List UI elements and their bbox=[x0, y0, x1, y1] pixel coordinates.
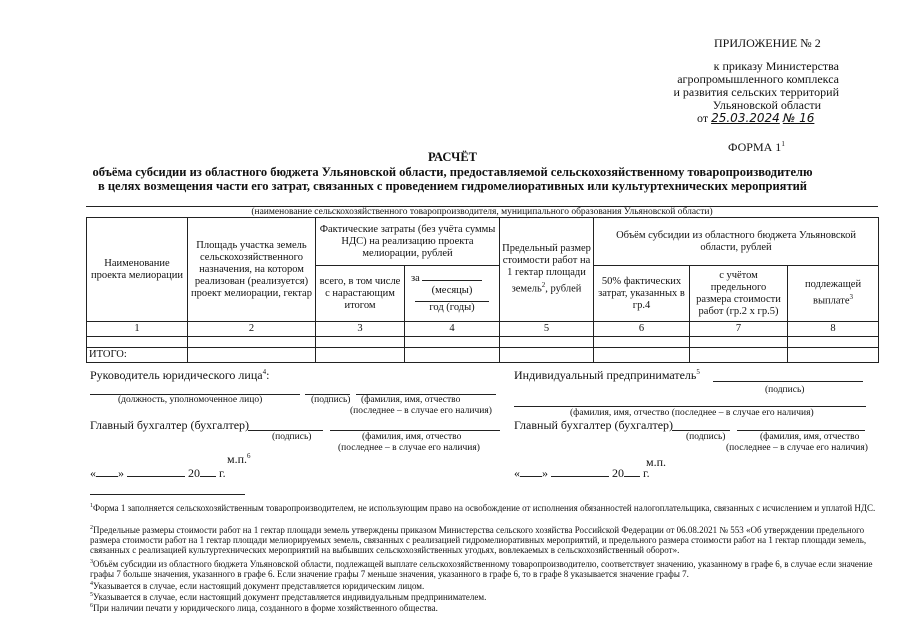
footnote-4-number: 4 bbox=[90, 581, 93, 587]
right-acc-signature-caption: (подпись) bbox=[686, 432, 726, 442]
appendix-label: ПРИЛОЖЕНИЕ № 2 bbox=[714, 36, 821, 50]
data-cell[interactable] bbox=[188, 337, 316, 348]
right-date-q2: » bbox=[542, 466, 548, 480]
column-numbers-row bbox=[87, 322, 879, 337]
total-cell[interactable] bbox=[188, 348, 316, 363]
left-stamp-footnote-ref: 6 bbox=[247, 452, 251, 460]
col-number-8: 8 bbox=[788, 322, 879, 337]
handwritten-number: № 16 bbox=[782, 111, 815, 125]
footnote-1-number: 1 bbox=[90, 503, 93, 509]
entrepreneur-signature-caption: (подпись) bbox=[765, 385, 805, 395]
footnote-1 bbox=[90, 501, 880, 513]
date-prefix: от bbox=[697, 111, 709, 125]
data-cell[interactable] bbox=[594, 337, 690, 348]
right-date-year: 20 bbox=[612, 466, 624, 480]
left-stamp-text: м.п. bbox=[227, 452, 248, 466]
form-footnote-ref: 1 bbox=[781, 140, 785, 148]
handwritten-date: 25.03.2024 bbox=[711, 111, 780, 125]
order-line-2: агропромышленного комплекса bbox=[677, 72, 839, 86]
right-date-q1: « bbox=[514, 466, 520, 480]
total-label: ИТОГО: bbox=[87, 348, 188, 363]
header-subsidy: Объём субсидии из областного бюджета Ульяновской области, рублей bbox=[594, 218, 879, 266]
data-cell[interactable] bbox=[500, 337, 594, 348]
entrepreneur-label bbox=[514, 368, 700, 383]
payable-footnote-ref: 3 bbox=[849, 293, 854, 302]
left-acc-name-line[interactable] bbox=[330, 430, 500, 431]
total-row bbox=[87, 348, 879, 363]
max-cost-footnote-ref: 2 bbox=[541, 281, 546, 290]
footnote-6-text: При наличии печати у юридического лица, созданного в форме хозяйственного общества. bbox=[93, 603, 438, 613]
order-line-3: и развития сельских территорий bbox=[673, 85, 839, 99]
period-year-caption: год (годы) bbox=[429, 302, 475, 313]
data-cell[interactable] bbox=[690, 337, 788, 348]
col-number-3: 3 bbox=[316, 322, 405, 337]
title-line-2: в целях возмещения части его затрат, связанных с проведением гидромелиоративных или культуртехнических мероприятий bbox=[97, 179, 807, 193]
right-date-g: г. bbox=[643, 466, 650, 480]
left-date-row bbox=[90, 466, 226, 481]
data-cell[interactable] bbox=[405, 337, 500, 348]
header-actual-costs: Фактические затраты (без учёта суммы НДС) на реализацию проекта мелиорации, рублей bbox=[316, 218, 500, 266]
left-accountant-label: Главный бухгалтер (бухгалтер) bbox=[90, 418, 250, 432]
period-months-blank[interactable] bbox=[422, 280, 482, 281]
right-date-row bbox=[514, 466, 650, 481]
footnote-3 bbox=[90, 557, 880, 579]
position-caption: (должность, уполномоченное лицо) bbox=[118, 395, 263, 405]
left-day-blank[interactable] bbox=[96, 476, 118, 477]
total-cell[interactable] bbox=[690, 348, 788, 363]
total-cell[interactable] bbox=[405, 348, 500, 363]
footnote-5-text: Указывается в случае, если настоящий документ представляется индивидуальным предпринимателем. bbox=[93, 592, 487, 602]
footnote-4-text: Указывается в случае, если настоящий документ представляется юридическим лицом. bbox=[93, 581, 425, 591]
order-date-row bbox=[697, 112, 814, 125]
left-acc-name-caption-2: (последнее – в случае его наличия) bbox=[338, 443, 480, 453]
max-cost-suffix: , рублей bbox=[545, 283, 582, 295]
right-acc-name-caption: (фамилия, имя, отчество bbox=[760, 432, 860, 442]
header-half-costs: 50% фактических затрат, указанных в гр.4 bbox=[594, 266, 690, 322]
header-period-costs bbox=[405, 266, 500, 322]
left-month-blank[interactable] bbox=[127, 476, 185, 477]
calculation-table bbox=[86, 217, 879, 363]
right-acc-name-caption-2: (последнее – в случае его наличия) bbox=[726, 443, 868, 453]
signature-caption: (подпись) bbox=[311, 395, 351, 405]
right-year-blank[interactable] bbox=[624, 476, 640, 477]
header-max-cost bbox=[500, 218, 594, 322]
legal-head-label: Руководитель юридического лица$^4$: bbox=[90, 368, 270, 382]
right-stamp-label: м.п. bbox=[646, 455, 667, 469]
right-month-blank[interactable] bbox=[551, 476, 609, 477]
period-months-caption: (месяцы) bbox=[431, 285, 473, 296]
footnote-2-text: Предельные размеры стоимости работ на 1 гектар площади земель утверждены приказом Министерства сельского хозяйства Российской Федерации от 06.08.2021 № 553 «Об утверждении предельного размера стоимости работ на 1 гектар площади мелиорируемых земель, связанных с реализацией гидромелиоративных мероприятий, и предельного размера стоимости работ на 1 гектар площади земель, связанных с реализацией культуртехнических мероприятий на выбывших сельскохозяйственных угодьях, вовлекаемых в сельскохозяйственный оборот». bbox=[90, 525, 867, 555]
left-date-q2: » bbox=[118, 466, 124, 480]
data-cell[interactable] bbox=[316, 337, 405, 348]
name-caption-2: (последнее – в случае его наличия) bbox=[350, 406, 492, 416]
left-date-year: 20 bbox=[188, 466, 200, 480]
left-year-blank[interactable] bbox=[200, 476, 216, 477]
max-cost-label: Предельный размер стоимости работ на 1 гектар площади земель bbox=[502, 243, 591, 295]
entrepreneur-name-line[interactable] bbox=[514, 406, 866, 407]
title-line-1: объёма субсидии из областного бюджета Ульяновской области, предоставляемой сельскохозяйственному товаропроизводителю bbox=[92, 165, 813, 179]
right-acc-signature-line[interactable] bbox=[672, 430, 730, 431]
right-accountant-label: Главный бухгалтер (бухгалтер) bbox=[514, 418, 674, 432]
col-number-6: 6 bbox=[594, 322, 690, 337]
legal-head-footnote-ref: 4 bbox=[262, 368, 267, 376]
col-number-1: 1 bbox=[87, 322, 188, 337]
total-cell[interactable] bbox=[594, 348, 690, 363]
total-cell[interactable] bbox=[316, 348, 405, 363]
footnote-5-number: 5 bbox=[90, 592, 93, 598]
order-line-4: Ульяновской области bbox=[712, 98, 821, 112]
footnote-2 bbox=[90, 523, 880, 555]
producer-caption: (наименование сельскохозяйственного товаропроизводителя, муниципального образования Ульяновской области) bbox=[251, 207, 713, 217]
right-acc-name-line[interactable] bbox=[737, 430, 865, 431]
total-cell[interactable] bbox=[500, 348, 594, 363]
entrepreneur-signature-line[interactable] bbox=[713, 381, 863, 382]
col-number-4: 4 bbox=[405, 322, 500, 337]
data-cell[interactable] bbox=[788, 337, 879, 348]
right-day-blank[interactable] bbox=[520, 476, 542, 477]
left-acc-signature-line[interactable] bbox=[248, 430, 323, 431]
entrepreneur-footnote-ref: 5 bbox=[696, 368, 700, 376]
legal-head-text: Руководитель юридического лица bbox=[90, 368, 263, 382]
left-stamp-label bbox=[227, 452, 251, 467]
order-line-1: к приказу Министерства bbox=[713, 59, 839, 73]
data-row bbox=[87, 337, 879, 348]
period-za-row bbox=[411, 273, 493, 285]
col-number-5: 5 bbox=[500, 322, 594, 337]
entrepreneur-text: Индивидуальный предприниматель bbox=[514, 368, 697, 382]
entrepreneur-name-caption: (фамилия, имя, отчество (последнее – в случае его наличия) bbox=[570, 408, 814, 418]
payable-label: подлежащей выплате bbox=[804, 279, 862, 307]
left-acc-signature-caption: (подпись) bbox=[272, 432, 312, 442]
col-number-2: 2 bbox=[188, 322, 316, 337]
data-cell[interactable] bbox=[87, 337, 188, 348]
footnote-3-text: Объём субсидии из областного бюджета Ульяновской области, подлежащей выплате сельскохозяйственному товаропроизводителю, соответствует значению, указанному в графе 6, в случае если значение графы 7 больше значения, указанного в графе 6. Если значение графы 7 меньше значения, указанного в графе 6, то в графе 8 указывается значение графы 7. bbox=[90, 559, 873, 579]
header-limited-cost: с учётом предельного размера стоимости работ (гр.2 x гр.5) bbox=[690, 266, 788, 322]
footnote-1-text: Форма 1 заполняется сельскохозяйственным товаропроизводителем, не использующим право на освобождение от исполнения обязанностей налогоплательщика, связанных с исчислением и уплатой НДС. bbox=[93, 503, 876, 513]
left-date-g: г. bbox=[219, 466, 226, 480]
total-cell[interactable] bbox=[788, 348, 879, 363]
footnote-6 bbox=[90, 601, 880, 613]
footnote-separator bbox=[90, 494, 245, 495]
left-date-q1: « bbox=[90, 466, 96, 480]
header-total-costs: всего, в том числе с нарастающим итогом bbox=[316, 266, 405, 322]
footnote-3-number: 3 bbox=[90, 559, 93, 565]
header-project-name: Наименование проекта мелиорации bbox=[87, 218, 188, 322]
title-main: РАСЧЁТ bbox=[427, 150, 477, 164]
footnote-2-number: 2 bbox=[90, 525, 93, 531]
header-land-area: Площадь участка земель сельскохозяйственного назначения, на котором реализован (реализуется) проект мелиорации, гектар bbox=[188, 218, 316, 322]
footnote-6-number: 6 bbox=[90, 603, 93, 609]
form-label-text: ФОРМА 1 bbox=[728, 140, 782, 154]
col-number-7: 7 bbox=[690, 322, 788, 337]
period-za: за bbox=[411, 273, 420, 284]
left-acc-name-caption: (фамилия, имя, отчество bbox=[362, 432, 462, 442]
name-caption: (фамилия, имя, отчество bbox=[361, 395, 461, 405]
header-payable bbox=[788, 266, 879, 322]
